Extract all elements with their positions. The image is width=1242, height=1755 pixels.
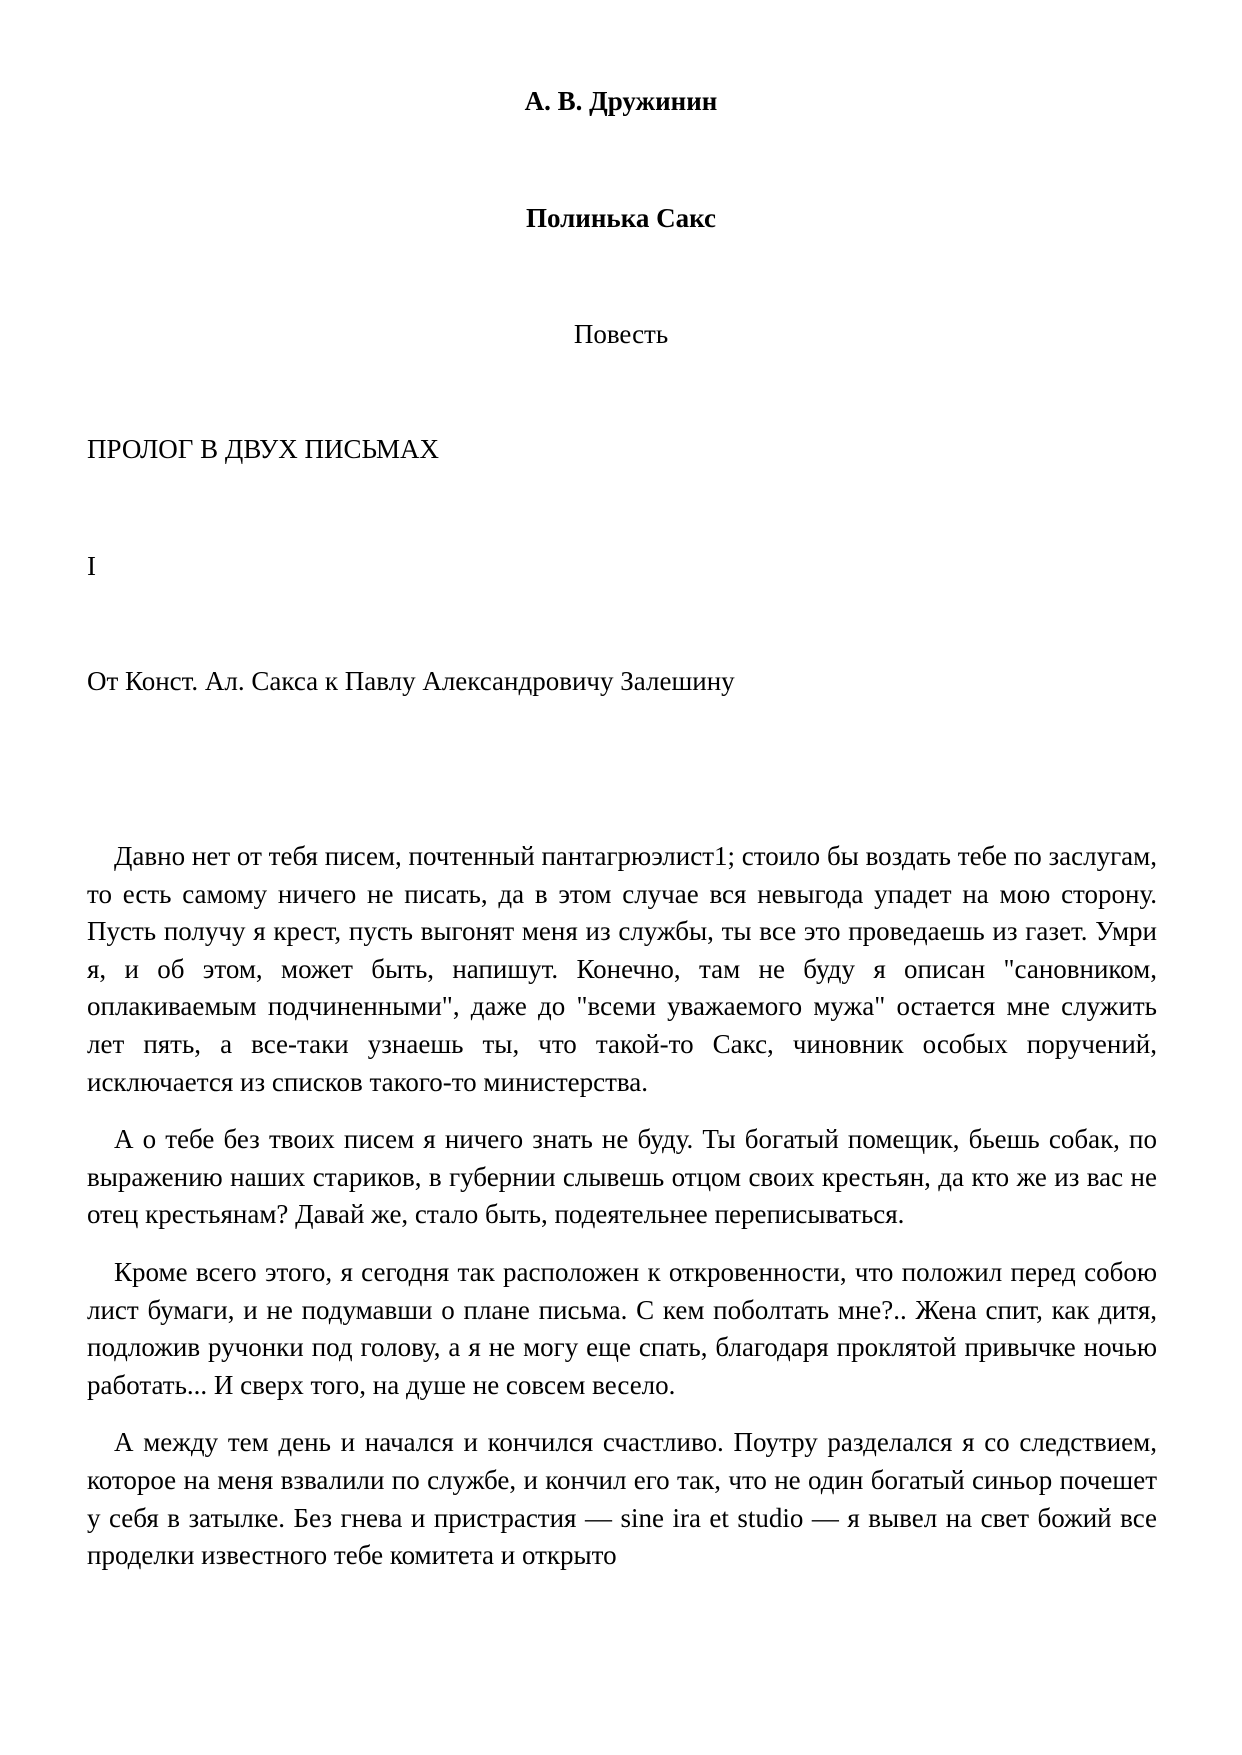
paragraph: Кроме всего этого, я сегодня так расположен к откровенности, что положил перед собою лист бумаги, и не подумавши о плане письма. С кем поболтать мне?.. Жена спит, как дитя, подложив ручонки под голову, а я не могу еще спать, благодаря проклятой привычке ночью работать... И сверх того, на душе не совсем весело. <box>87 1256 1157 1400</box>
letter-heading: От Конст. Ал. Сакса к Павлу Александровичу Залешину <box>87 666 735 696</box>
author-name: А. В. Дружинин <box>524 86 718 116</box>
paragraph: Давно нет от тебя писем, почтенный пантагрюэлист1; стоило бы воздать тебе по заслугам, то есть самому ничего не писать, да в этом случае вся невыгода упадет на мою сторону. Пусть получу я крест, пусть выгонят меня из службы, ты все это проведаешь из газет. Умри я, и об этом, может быть, напишут. Конечно, там не буду я описан "сановником, оплакиваемым подчиненными", даже до "всеми уважаемого мужа" остается мне служить лет пять, а все-таки узнаешь ты, что такой-то Сакс, чиновник особых поручений, исключается из списков такого-то министерства. <box>87 841 1157 1097</box>
section-title: ПРОЛОГ В ДВУХ ПИСЬМАХ <box>87 434 439 464</box>
paragraph: А о тебе без твоих писем я ничего знать не буду. Ты богатый помещик, бьешь собак, по выражению наших стариков, в губернии слывешь отцом своих крестьян, да кто же из вас не отец крестьянам? Давай же, стало быть, подеятельнее переписываться. <box>87 1124 1157 1230</box>
paragraph: А между тем день и начался и кончился счастливо. Поутру разделался я со следствием, которое на меня взвалили по службе, и кончил его так, что не один богатый синьор почешет у себя в затылке. Без гнева и пристрастия — sine ira et studio — я вывел на свет божий все проделки известного тебе комитета и открыто <box>87 1427 1157 1571</box>
work-title: Полинька Сакс <box>526 203 716 233</box>
genre-label: Повесть <box>573 319 669 349</box>
letter-number: I <box>87 551 96 581</box>
body-text <box>87 838 1157 1595</box>
